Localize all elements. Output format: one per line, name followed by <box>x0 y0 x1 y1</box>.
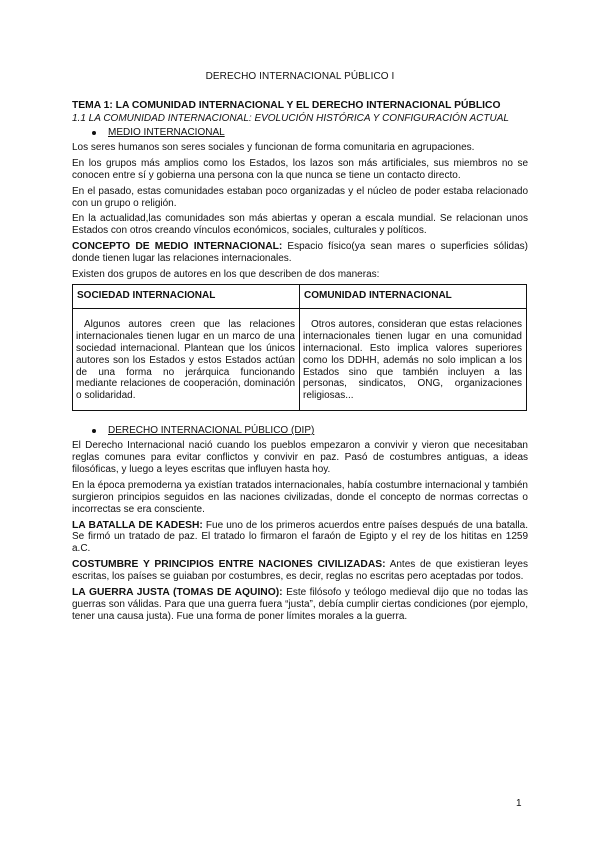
kadesh-text: Fue uno de los primeros acuerdos entre países después de una batalla. Se firmó un tratado de paz. El tratado lo firmaron el faraón de Egipto y el rey de los hititas en 1259 a.C. <box>72 519 528 555</box>
table-header-sociedad: SOCIEDAD INTERNACIONAL <box>73 284 300 308</box>
paragraph: El Derecho Internacional nació cuando los pueblos empezaron a convivir y vieron que necesitaban reglas comunes para evitar conflictos y convivir en paz. Pasó de costumbres antiguas, a ideas filosóficas, y luego a leyes escritas que influyen hasta hoy. <box>72 440 528 475</box>
concepto-text: Espacio físico(ya sean mares o superficies sólidas) donde tienen lugar las relaciones internacionales. <box>72 241 528 265</box>
paragraph: Los seres humanos son seres sociales y funcionan de forma comunitaria en agrupaciones. <box>72 141 475 153</box>
bullet-dot-icon <box>92 131 96 135</box>
document-title: DERECHO INTERNACIONAL PÚBLICO I <box>205 71 395 82</box>
table-cell-comunidad <box>300 308 527 410</box>
table-cell-sociedad <box>73 308 300 410</box>
kadesh-paragraph <box>72 520 528 556</box>
bullet-label: DERECHO INTERNACIONAL PÚBLICO (DIP) <box>108 425 315 437</box>
costumbre-text: Antes de que existieran leyes escritas, los países se guiaban por costumbres, es decir, reglas no escritas pero aceptadas por todos. <box>72 559 528 583</box>
paragraph: En la época premoderna ya existían tratados internacionales, había costumbre internacional y también surgieron principios seguidos en las naciones civilizadas, donde el concepto de normas correctas o incorrectas se era consciente. <box>72 479 528 515</box>
table-header-row <box>73 284 527 308</box>
costumbre-paragraph <box>72 559 528 583</box>
bullet-label: MEDIO INTERNACIONAL <box>108 127 225 138</box>
costumbre-term: COSTUMBRE Y PRINCIPIOS ENTRE NACIONES CIVILIZADAS: <box>72 559 386 571</box>
paragraph: Existen dos grupos de autores en los que describen de dos maneras: <box>72 269 380 281</box>
concepto-term: CONCEPTO DE MEDIO INTERNACIONAL: <box>72 241 283 253</box>
tema-heading: TEMA 1: LA COMUNIDAD INTERNACIONAL Y EL DERECHO INTERNACIONAL PÚBLICO <box>72 99 501 111</box>
bullet-medio-internacional <box>92 127 528 139</box>
bullet-dot-icon <box>92 429 96 433</box>
table-cell-sociedad-text: Algunos autores creen que las relaciones internacionales tienen lugar en un marco de una sociedad internacional. Plantean que los únicos autores son los Estados y estos Estados actúan de una forma no jerárquica funcionando mediante relaciones de cooperación, dominación o solidaridad. <box>76 318 295 402</box>
paragraph: En el pasado, estas comunidades estaban poco organizadas y el núcleo de poder estaba relacionado con un grupo o religión. <box>72 185 528 209</box>
table-header-comunidad: COMUNIDAD INTERNACIONAL <box>300 284 527 308</box>
guerra-text: Este filósofo y teólogo medieval dijo que no todas las guerras son válidas. Para que una guerra fuera “justa”, debía cumplir ciertas condiciones (por ejemplo, tener una causa justa). Fue una forma de poner límites morales a la guerra. <box>72 587 528 622</box>
page-number: 1 <box>516 798 522 809</box>
table-cell-comunidad-text: Otros autores, consideran que estas relaciones internacionales tienen lugar en una comunidad internacional. Esto implica valores superiores como los DDHH, además no solo implican a los Estados sino que también incluyen a las personas, sindicatos, ONG, organizaciones religiosas... <box>303 318 522 402</box>
concepto-paragraph <box>72 241 528 265</box>
section-heading: 1.1 LA COMUNIDAD INTERNACIONAL: EVOLUCIÓN HISTÓRICA Y CONFIGURACIÓN ACTUAL <box>72 113 509 125</box>
page-content <box>72 71 528 627</box>
paragraph: En la actualidad,las comunidades son más abiertas y operan a escala mundial. Se relacionan unos Estados con otros creando vínculos económicos, sociales, culturales y políticos. <box>72 213 528 237</box>
table-row <box>73 308 527 410</box>
bullet-dip <box>92 425 528 437</box>
guerra-term: LA GUERRA JUSTA (TOMAS DE AQUINO): <box>72 587 283 599</box>
paragraph: En los grupos más amplios como los Estados, los lazos son más artificiales, sus miembros no se conocen entre sí y gobierna una persona con la que nunca se tiene un contacto directo. <box>72 157 528 181</box>
guerra-paragraph <box>72 587 528 623</box>
comparison-table <box>72 284 527 411</box>
kadesh-term: LA BATALLA DE KADESH: <box>72 519 203 531</box>
